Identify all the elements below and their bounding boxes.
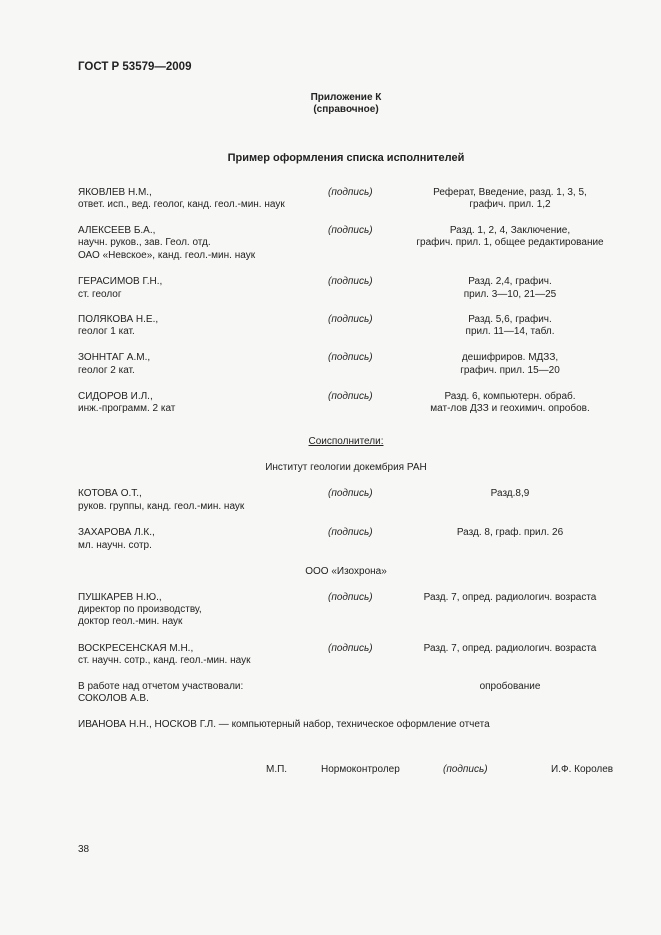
organization-name: ООО «Изохрона» bbox=[305, 566, 387, 577]
co-executors-title: Соисполнители: bbox=[308, 436, 384, 447]
executor-work: дешифриров. МДЗЗ, bbox=[461, 352, 559, 363]
executor-work: графич. прил. 15—20 bbox=[460, 365, 560, 376]
executor-name: ПОЛЯКОВА Н.Е., bbox=[78, 314, 159, 325]
executor-name: АЛЕКСЕЕВ Б.А., bbox=[78, 225, 156, 236]
executor-name: СИДОРОВ И.Л., bbox=[78, 391, 153, 402]
executor-work: Разд. 5,6, графич. bbox=[468, 314, 552, 325]
executor-work: Разд. 6, компьютерн. обраб. bbox=[444, 391, 576, 402]
signature-placeholder: (подпись) bbox=[328, 527, 373, 538]
co-executor-work: Разд. 8, граф. прил. 26 bbox=[456, 527, 564, 538]
executor-position: геолог 1 кат. bbox=[78, 326, 135, 337]
executor-position: ст. геолог bbox=[78, 289, 122, 300]
executor-work: графич. прил. 1, общее редактирование bbox=[416, 237, 604, 248]
appendix-subtitle: (справочное) bbox=[313, 104, 379, 115]
executor-work: мат-лов ДЗЗ и геохимич. опробов. bbox=[430, 403, 590, 414]
signature-placeholder: (подпись) bbox=[328, 488, 373, 499]
executor-name: ЯКОВЛЕВ Н.М., bbox=[78, 187, 152, 198]
normcontroller-name: И.Ф. Королев bbox=[551, 764, 614, 775]
co-executor-work: Разд. 7, опред. радиологич. возраста bbox=[423, 643, 597, 654]
signature-placeholder: (подпись) bbox=[328, 187, 373, 198]
stamp-place-label: М.П. bbox=[266, 764, 288, 775]
section-title: Пример оформления списка исполнителей bbox=[227, 152, 465, 164]
executor-work: Разд. 2,4, графич. bbox=[468, 276, 552, 287]
co-executor-position: руков. группы, канд. геол.-мин. наук bbox=[78, 501, 245, 512]
co-executor-position: мл. научн. сотр. bbox=[78, 540, 152, 551]
executor-position: инж.-программ. 2 кат bbox=[78, 403, 176, 414]
doc-code: ГОСТ Р 53579—2009 bbox=[78, 61, 192, 73]
executor-work: Разд. 1, 2, 4, Заключение, bbox=[449, 225, 571, 236]
executor-position: геолог 2 кат. bbox=[78, 365, 135, 376]
executor-work: прил. 11—14, табл. bbox=[465, 326, 555, 337]
co-executor-work: Разд.8,9 bbox=[490, 488, 530, 499]
signature-placeholder: (подпись) bbox=[328, 592, 373, 603]
executor-position: научн. руков., зав. Геол. отд. bbox=[78, 237, 211, 248]
page-number: 38 bbox=[78, 844, 90, 855]
executor-work: прил. 3—10, 21—25 bbox=[463, 289, 557, 300]
signature-placeholder: (подпись) bbox=[328, 276, 373, 287]
signature-placeholder: (подпись) bbox=[328, 352, 373, 363]
participation-label: В работе над отчетом участвовали: bbox=[78, 681, 244, 692]
executor-name: ЗОННТАГ А.М., bbox=[78, 352, 151, 363]
participation-name: СОКОЛОВ А.В. bbox=[78, 693, 149, 704]
signature-placeholder: (подпись) bbox=[328, 391, 373, 402]
appendix-title: Приложение К bbox=[310, 92, 382, 103]
signature-placeholder: (подпись) bbox=[443, 764, 488, 775]
executor-name: ГЕРАСИМОВ Г.Н., bbox=[78, 276, 163, 287]
signature-placeholder: (подпись) bbox=[328, 643, 373, 654]
executor-position: ответ. исп., вед. геолог, канд. геол.-мин. наук bbox=[78, 199, 285, 210]
signature-placeholder: (подпись) bbox=[328, 314, 373, 325]
co-executor-name: ВОСКРЕСЕНСКАЯ М.Н., bbox=[78, 643, 194, 654]
executor-work: Реферат, Введение, разд. 1, 3, 5, bbox=[433, 187, 587, 198]
signature-placeholder: (подпись) bbox=[328, 225, 373, 236]
executor-position: ОАО «Невское», канд. геол.-мин. наук bbox=[78, 250, 256, 261]
normcontroller-role: Нормоконтролер bbox=[321, 764, 400, 775]
co-executor-work: Разд. 7, опред. радиологич. возраста bbox=[423, 592, 597, 603]
co-executor-position: ст. научн. сотр., канд. геол.-мин. наук bbox=[78, 655, 251, 666]
co-executor-position: директор по производству, bbox=[78, 604, 202, 615]
organization-name: Институт геологии докембрия РАН bbox=[265, 462, 427, 473]
typesetting-line: ИВАНОВА Н.Н., НОСКОВ Г.Л. — компьютерный набор, техническое оформление отчета bbox=[78, 719, 490, 730]
co-executor-name: ПУШКАРЕВ Н.Ю., bbox=[78, 592, 162, 603]
participation-work: опробование bbox=[479, 681, 541, 692]
co-executor-name: КОТОВА О.Т., bbox=[78, 488, 142, 499]
co-executor-name: ЗАХАРОВА Л.К., bbox=[78, 527, 155, 538]
co-executor-position: доктор геол.-мин. наук bbox=[78, 616, 183, 627]
executor-work: графич. прил. 1,2 bbox=[469, 199, 551, 210]
